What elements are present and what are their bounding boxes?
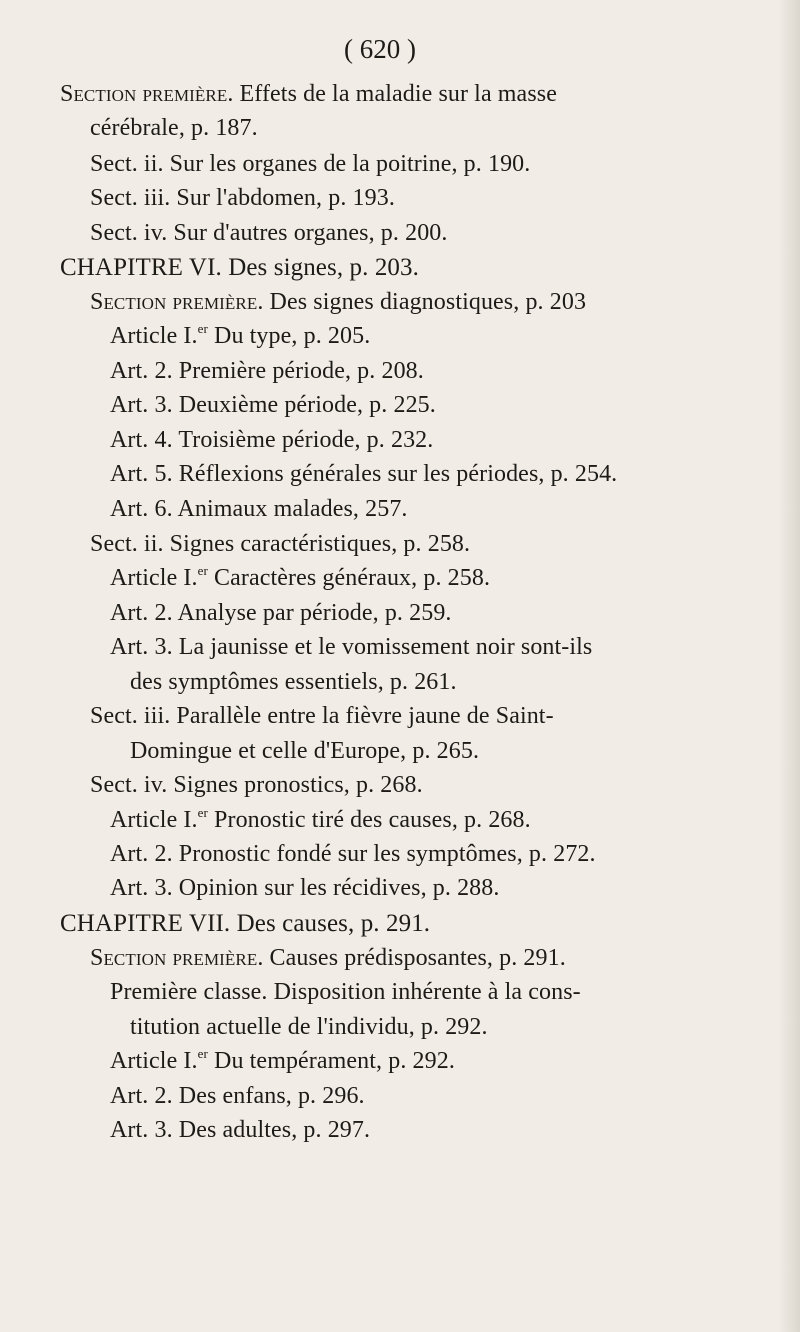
toc-text: Art. 2. Première période, p. 208. — [110, 358, 424, 384]
toc-line — [110, 321, 371, 349]
toc-line — [90, 532, 470, 556]
ordinal-superscript: er — [197, 321, 208, 336]
toc-text: Sect. iii. Sur l'abdomen, p. 193. — [90, 185, 395, 211]
toc-text: Pronostic tiré des causes, p. 268. — [207, 807, 531, 833]
section-label: Section première. — [90, 289, 264, 315]
toc-line — [110, 635, 592, 659]
toc-line — [90, 152, 530, 176]
toc-text: Art. 3. Opinion sur les récidives, p. 288. — [110, 875, 500, 901]
section-label: Section première. — [90, 945, 264, 971]
toc-text: Des signes diagnostiques, p. 203 — [263, 289, 587, 315]
toc-line — [110, 428, 433, 452]
page-number-header: ( 620 ) — [344, 34, 416, 64]
toc-text: Sect. iv. Signes pronostics, p. 268. — [90, 772, 423, 798]
toc-text: Art. 3. Des adultes, p. 297. — [110, 1117, 371, 1143]
toc-line — [90, 186, 395, 210]
toc-line — [60, 911, 430, 936]
ordinal-superscript: er — [197, 1046, 208, 1061]
toc-text: Domingue et celle d'Europe, p. 265. — [130, 738, 480, 764]
toc-text: Caractères généraux, p. 258. — [207, 565, 491, 591]
section-label: Section première. — [60, 81, 234, 107]
toc-text: CHAPITRE VII. Des causes, p. 291. — [60, 910, 431, 937]
ordinal-superscript: er — [197, 805, 208, 820]
toc-line — [90, 946, 566, 970]
toc-line — [90, 290, 586, 314]
toc-line — [60, 82, 557, 106]
toc-line — [110, 1118, 370, 1142]
toc-text: Article I. — [110, 807, 198, 833]
toc-text: titution actuelle de l'individu, p. 292. — [130, 1014, 488, 1040]
toc-line — [60, 255, 419, 280]
toc-line — [110, 601, 452, 625]
toc-line — [110, 980, 581, 1004]
toc-line — [110, 842, 596, 866]
toc-text: Article I. — [110, 1048, 198, 1074]
toc-line — [110, 805, 531, 833]
toc-text: cérébrale, p. 187. — [90, 115, 258, 141]
toc-text: Du type, p. 205. — [207, 323, 371, 349]
page-edge-shadow — [778, 0, 800, 1332]
toc-text: Art. 3. La jaunisse et le vomissement noir sont-ils — [110, 634, 593, 660]
toc-line — [130, 739, 479, 763]
toc-text: des symptômes essentiels, p. 261. — [130, 669, 457, 695]
toc-line — [110, 1084, 365, 1108]
toc-text: Art. 2. Des enfans, p. 296. — [110, 1083, 365, 1109]
toc-line — [90, 221, 448, 245]
toc-text: Art. 6. Animaux malades, 257. — [110, 496, 408, 522]
toc-line — [110, 393, 436, 417]
toc-line — [130, 1015, 488, 1039]
toc-text: Première classe. Disposition inhérente à la cons- — [110, 979, 581, 1005]
toc-text: Sect. iii. Parallèle entre la fièvre jaune de Saint- — [90, 703, 554, 729]
toc-text: Sect. ii. Signes caractéristiques, p. 258. — [90, 531, 471, 557]
ordinal-superscript: er — [197, 563, 208, 578]
toc-text: Art. 5. Réflexions générales sur les périodes, p. 254. — [110, 461, 618, 487]
toc-text: Effets de la maladie sur la masse — [233, 81, 557, 107]
toc-text: Du tempérament, p. 292. — [207, 1048, 455, 1074]
toc-text: Sect. ii. Sur les organes de la poitrine, p. 190. — [90, 151, 531, 177]
toc-line — [110, 359, 424, 383]
toc-text: CHAPITRE VI. Des signes, p. 203. — [60, 254, 419, 281]
toc-text: Art. 2. Analyse par période, p. 259. — [110, 600, 452, 626]
toc-line — [110, 1046, 455, 1074]
toc-text: Sect. iv. Sur d'autres organes, p. 200. — [90, 220, 448, 246]
toc-line — [110, 563, 491, 591]
toc-line — [90, 704, 554, 728]
toc-text: Causes prédisposantes, p. 291. — [263, 945, 566, 971]
toc-line — [110, 876, 499, 900]
toc-line — [110, 462, 617, 486]
toc-line — [90, 773, 423, 797]
toc-text: Art. 4. Troisième période, p. 232. — [110, 427, 434, 453]
toc-text: Art. 3. Deuxième période, p. 225. — [110, 392, 436, 418]
toc-text: Art. 2. Pronostic fondé sur les symptômes, p. 272. — [110, 841, 596, 867]
toc-line — [130, 670, 457, 694]
toc-text: Article I. — [110, 323, 198, 349]
toc-text: Article I. — [110, 565, 198, 591]
toc-line — [110, 497, 408, 521]
toc-line — [90, 116, 258, 140]
